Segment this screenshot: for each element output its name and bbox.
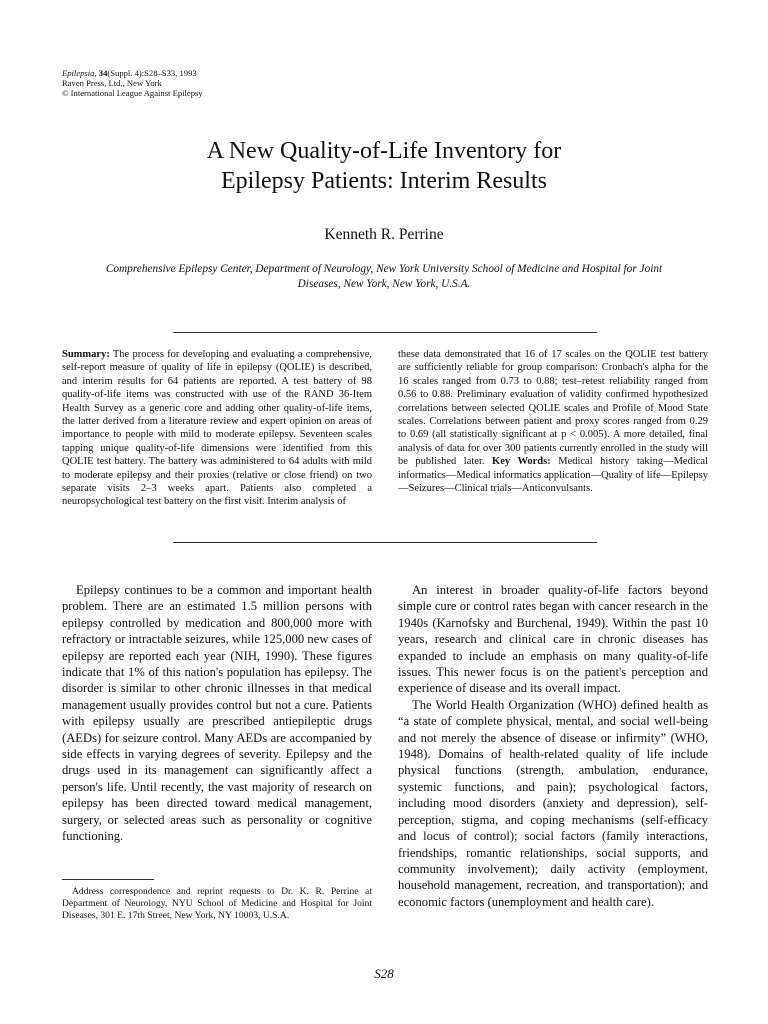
body-column-right xyxy=(398,582,708,910)
title-line-2: Epilepsy Patients: Interim Results xyxy=(221,168,547,194)
divider-top xyxy=(173,332,597,333)
abstract-text-2: these data demonstrated that 16 of 17 scales on the QOLIE test battery are sufficiently reliable for group comparison: Cronbach's alpha for the 16 scales ranged from 0.73 to 0.88; test–retest reliability ranged from 0.56 to 0.88. Preliminary evaluation of validity confirmed hypothesized correlations between selected QOLIE scales and Profile of Mood State scales. Correlations between patient and proxy scores ranged from 0.29 to 0.69 (all statistically significant at p < 0.005). A more detailed, final analysis of data for over 300 patients currently enrolled in the study will be published later. xyxy=(398,349,708,468)
page-number: S28 xyxy=(374,966,394,981)
publication-info xyxy=(62,68,203,98)
footnote-rule xyxy=(62,879,154,880)
body-paragraph: An interest in broader quality-of-life factors beyond simple cure or control rates began with cancer research in the 1940s (Karnofsky and Burchenal, 1949). Within the past 10 years, research and clinical care in chronic diseases has expanded to include an emphasis on many quality-of-life issues. This newer focus is on the patient's perception and experience of disease and its overall impact. xyxy=(398,583,708,696)
keywords-label: Key Words: xyxy=(492,456,551,468)
abstract-text-1: The process for developing and evaluating a comprehensive, self-report measure of quality of life in epilepsy (QOLIE) is described, and interim results for 64 patients are reported. A test battery of 98 quality-of-life items was constructed with use of the RAND 36-Item Health Survey as a generic core and adding other quality-of-life items, the latter derived from a literature review and expert opinion on areas of importance to people with mild to moderate epilepsy. Seventeen scales tapping unique quality-of-life dimensions were identified from this QOLIE test battery. The battery was administered to 64 adults with mild to moderate epilepsy and their proxies (relative or close friend) on two separate visits 2–3 weeks apart. Patients also completed a neuropsychological test battery on the first visit. Interim analysis of xyxy=(62,349,372,508)
copyright: © International League Against Epilepsy xyxy=(62,88,203,98)
correspondence-footnote: Address correspondence and reprint requests to Dr. K. R. Perrine at Department of Neurology, NYU School of Medicine and Hospital for Joint Diseases, 301 E. 17th Street, New York, NY 10003, U.S.A. xyxy=(62,886,372,921)
keywords: Medical history taking—Medical informatics—Medical informatics application—Quality of life—Epilepsy—Seizures—Clinical trials—Anticonvulsants. xyxy=(398,456,708,495)
article-title xyxy=(0,136,768,196)
body-paragraph: Epilepsy continues to be a common and important health problem. There are an estimated 1.5 million persons with epilepsy controlled by medication and 800,000 more with refractory or intractable seizures, while 125,000 new cases of epilepsy are reported each year (NIH, 1990). These figures indicate that 1% of this nation's population has epilepsy. The disorder is similar to other chronic illnesses in that medical management usually provides control but not a cure. Patients with epilepsy usually are prescribed antiepileptic drugs (AEDs) for seizure control. Many AEDs are accompanied by side effects in varying degrees of severity. Epilepsy and the drugs used in its management can significantly affect a person's life. Until recently, the vast majority of research on epilepsy has been directed toward medical management, surgery, or selected areas such as personality or cognitive functioning. xyxy=(62,583,372,844)
divider-bottom xyxy=(173,542,597,543)
author: Kenneth R. Perrine xyxy=(324,226,444,243)
title-line-1: A New Quality-of-Life Inventory for xyxy=(206,138,562,164)
abstract-column-left xyxy=(62,348,372,509)
publisher: Raven Press, Ltd., New York xyxy=(62,78,162,88)
journal-citation: Epilepsia, 34(Suppl. 4):S28–S33, 1993 xyxy=(62,68,197,78)
body-column-left xyxy=(62,582,372,845)
affiliation: Comprehensive Epilepsy Center, Department of Neurology, New York University School of Medicine and Hospital for Joint Diseases, New York, New York, U.S.A. xyxy=(105,263,663,290)
body-paragraph: The World Health Organization (WHO) defined health as “a state of complete physical, mental, and social well-being and not merely the absence of disease or infirmity” (WHO, 1948). Domains of health-related quality of life include physical functions (strength, ambulation, endurance, systemic functions, and pain); psychological factors, including mood disorders (anxiety and depression), self-perception, stigma, and coping mechanisms (self-efficacy and locus of control); social factors (family interactions, friendships, romantic relationships, social supports, and community involvement); daily activity (employment, household management, recreation, and transportation); and economic factors (unemployment and health care). xyxy=(398,697,708,909)
abstract-label: Summary: xyxy=(62,349,110,360)
abstract-column-right xyxy=(398,348,708,495)
